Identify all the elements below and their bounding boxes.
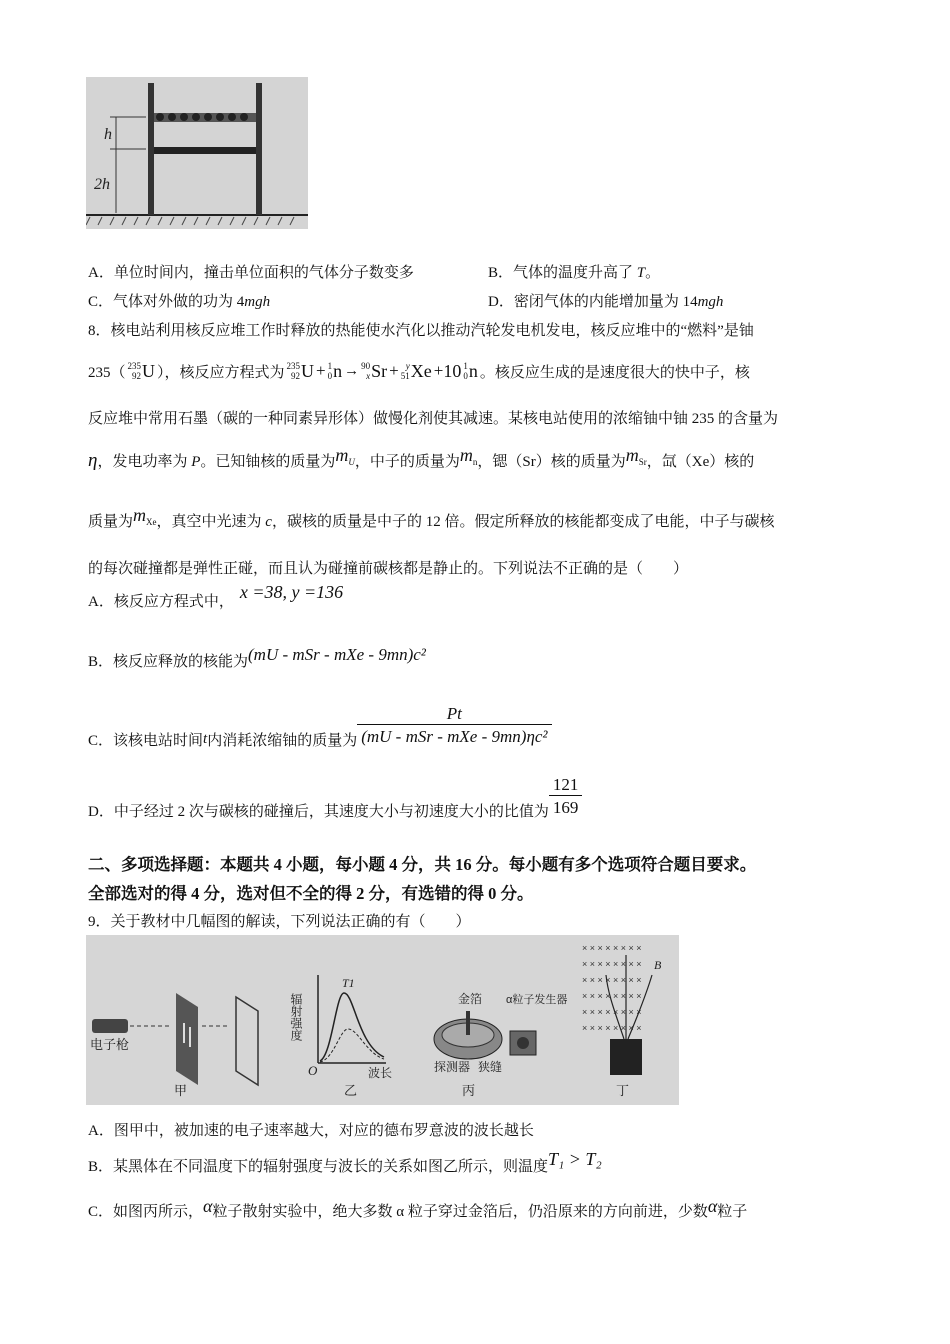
q9-option-b-text: B．某黑体在不同温度下的辐射强度与波长的关系如图乙所示，则温度: [88, 1159, 549, 1175]
q9-figure-panel: [86, 935, 679, 1105]
q7-option-b-var: T: [636, 265, 646, 281]
u-symbol: U: [142, 360, 156, 381]
q8-line-2: [88, 356, 750, 386]
n-symbol: n: [333, 360, 343, 381]
label-slit: 狭缝: [478, 1060, 503, 1074]
piston-cylinder-figure: [86, 77, 308, 229]
piston-cylinder-drawing: [86, 77, 308, 229]
equation-neutron: [328, 361, 343, 382]
label-intensity: 辐射强度: [289, 993, 303, 1041]
q7-option-c-text: C．气体对外做的功为 4: [88, 294, 245, 310]
q8-line-2-mid: ），核反应方程式为: [157, 364, 285, 381]
sr-charge: x: [366, 371, 371, 381]
label-wavelength: 波长: [368, 1066, 393, 1080]
label-jia: 甲: [174, 1083, 188, 1098]
label-magnetic-field: B: [654, 958, 662, 972]
q8-line-2-start: 235（: [88, 364, 126, 381]
fraction-denominator: (mU - mSr - mXe - 9mn)ηc²: [357, 724, 551, 747]
xe-symbol: Xe: [410, 360, 432, 381]
equation-strontium: [361, 361, 387, 382]
q9-option-b: [88, 1149, 602, 1176]
equation-xenon: [401, 361, 432, 382]
q8-option-b: [88, 645, 426, 671]
q8-line-4: [88, 445, 755, 472]
svg-text:× × × × × × × ×: × × × × × × × ×: [582, 943, 642, 953]
q8-option-b-text: B．核反应释放的核能为: [88, 654, 249, 670]
q8-line-4-a: ，发电功率为: [97, 454, 192, 470]
m-u-symbol: m: [335, 445, 349, 465]
svg-text:× × × × × × × ×: × × × × × × × ×: [582, 959, 642, 969]
svg-text:× × × × × × × ×: × × × × × × × ×: [582, 975, 642, 985]
ten-coefficient: 10: [443, 360, 462, 381]
q8-option-c: [88, 690, 552, 760]
svg-text:× × × × × × × ×: × × × × × × × ×: [582, 1007, 642, 1017]
m-n-sub: n: [472, 457, 478, 467]
q9-option-a: A．图甲中，被加速的电子速率越大，对应的德布罗意波的波长越长: [88, 1123, 534, 1139]
plus-sign-3: +: [433, 361, 444, 380]
q8-line-2-end: 。核反应生成的是速度很大的快中子，核: [479, 364, 750, 381]
label-origin: O: [308, 1063, 318, 1078]
alpha-symbol-2: α: [707, 1196, 718, 1216]
electron-gun-shape: [92, 1019, 128, 1033]
ratio-denominator: 169: [549, 795, 583, 818]
m-xe-symbol: m: [133, 505, 147, 525]
q8-option-d-text: D．中子经过 2 次与碳核的碰撞后，其速度大小与初速度大小的比值为: [88, 803, 549, 820]
q7-option-c-var: mgh: [244, 294, 271, 310]
q8-line-6: 的每次碰撞都是弹性正碰，而且认为碰撞前碳核都是静止的。下列说法不正确的是（ ）: [88, 561, 689, 577]
label-ding: 丁: [616, 1083, 630, 1098]
light-speed-var: c: [265, 514, 272, 530]
q9-option-c: [88, 1196, 748, 1221]
m-xe-sub: Xe: [146, 517, 157, 527]
label-yi: 乙: [344, 1083, 358, 1098]
q8-option-c-b: 内消耗浓缩铀的质量为: [207, 732, 358, 749]
label-bing: 丙: [462, 1083, 476, 1098]
q8-line-5-d: ，碳核的质量是中子的 12 倍。假定所释放的核能都变成了电能，中子与碳核: [271, 514, 775, 530]
plus-sign: +: [316, 361, 326, 380]
gold-foil: [466, 1011, 470, 1035]
n-charge: 0: [327, 371, 333, 381]
ratio-numerator: 121: [552, 774, 579, 794]
q8-line-3: 反应堆中常用石墨（碳的一种同素异形体）做慢化剂使其减速。某核电站使用的浓缩铀中铀 235 的含量为: [88, 411, 779, 427]
eq-u-mass: 235: [286, 361, 301, 371]
q8-line-5: [88, 505, 775, 532]
q8-option-c-fraction: [357, 704, 551, 747]
q7-option-d: [488, 290, 723, 311]
sr-mass: 90: [361, 361, 371, 371]
q7-option-b-end: 。: [645, 265, 661, 281]
n2-charge: 0: [463, 371, 468, 381]
eta-symbol: η: [88, 450, 98, 471]
radioactive-source-block: [610, 1039, 642, 1075]
equation-uranium: [287, 361, 315, 382]
label-detector: 探测器: [434, 1060, 471, 1074]
q7-option-d-text: D．密闭气体的内能增加量为 14: [488, 294, 698, 310]
label-electron-gun: 电子枪: [90, 1037, 130, 1052]
q7-option-b: [488, 261, 660, 282]
fraction-numerator: Pt: [446, 703, 462, 723]
q7-option-a: A．单位时间内，撞击单位面积的气体分子数变多: [88, 265, 414, 281]
section-2-rules: 全部选对的得 4 分，选对但不全的得 2 分，有选错的得 0 分。: [88, 884, 534, 903]
u-charge: 92: [132, 371, 142, 381]
q8-line-4-e: ，氙（Xe）核的: [646, 454, 755, 470]
q8-line-5-a: 质量为: [88, 514, 134, 530]
n2-symbol: n: [468, 360, 478, 381]
eq-u-symbol: U: [301, 360, 315, 381]
q8-line-5-b: ，真空中光速为: [156, 514, 266, 530]
q7-option-d-var: mgh: [697, 294, 724, 310]
xe-mass: y: [405, 361, 410, 371]
q8-line-1: 8．核电站利用核反应堆工作时释放的热能使水汽化以推动汽轮发电机发电，核反应堆中的“燃料”是铀: [88, 323, 754, 339]
eq-u-charge: 92: [291, 371, 301, 381]
svg-text:× × × × × × × ×: × × × × × × × ×: [582, 1023, 642, 1033]
arrow: →: [344, 362, 360, 379]
q9-option-b-eq: T₁ > T₂: [548, 1149, 602, 1169]
sr-symbol: Sr: [371, 360, 388, 381]
label-gold-foil: 金箔: [458, 992, 483, 1006]
q8-line-4-c: ，中子的质量为: [354, 454, 460, 470]
q8-option-a: [88, 582, 344, 611]
uranium-nuclide: [128, 361, 156, 382]
q8-option-d-fraction: [549, 775, 583, 818]
alpha-symbol: α: [203, 1196, 213, 1216]
q8-option-c-t: t: [203, 730, 208, 747]
m-u-sub: U: [348, 457, 355, 467]
q9-option-c-a: C．如图丙所示，: [88, 1204, 204, 1220]
label-alpha-generator: α粒子发生器: [506, 994, 568, 1006]
xe-charge: 51: [400, 371, 410, 381]
label-h: h: [104, 126, 112, 143]
plus-sign-2: +: [389, 361, 399, 380]
q7-option-b-text: B．气体的温度升高了: [488, 265, 637, 281]
q8-option-d: [88, 768, 582, 824]
svg-text:× × × × × × × ×: × × × × × × × ×: [582, 991, 642, 1001]
q9-option-c-c: 粒子: [717, 1204, 748, 1220]
q8-line-4-d: ，锶（Sr）核的质量为: [477, 454, 626, 470]
m-sr-symbol: m: [625, 445, 639, 465]
m-sr-sub: Sr: [638, 457, 647, 467]
q8-option-a-text: A．核反应方程式中，: [88, 594, 234, 610]
power-var: P: [191, 454, 201, 470]
n-mass: 1: [327, 361, 333, 371]
q9-figure-drawing: [86, 935, 679, 1105]
n2-mass: 1: [463, 361, 468, 371]
m-n-symbol: m: [459, 445, 473, 465]
q7-option-c: [88, 290, 270, 311]
q8-option-a-eq: x =38, y =136: [239, 582, 344, 602]
double-slit-plate: [176, 993, 198, 1085]
q9-option-c-b: 粒子散射实验中，绝大多数 α 粒子穿过金箔后，仍沿原来的方向前进，少数: [212, 1204, 708, 1220]
label-t1: T1: [342, 976, 355, 990]
equation-neutron-2: [463, 361, 478, 382]
q8-option-c-a: C．该核电站时间: [88, 732, 204, 749]
u-mass: 235: [127, 361, 142, 371]
section-2-heading: 二、多项选择题：本题共 4 小题，每小题 4 分，共 16 分。每小题有多个选项符合题目要求。: [88, 855, 757, 874]
q8-line-4-b: 。已知铀核的质量为: [200, 454, 336, 470]
label-2h: 2h: [94, 176, 110, 193]
q9-stem: 9．关于教材中几幅图的解读，下列说法正确的有（ ）: [88, 914, 471, 930]
q8-option-b-eq: (mU - mSr - mXe - 9mn)c²: [248, 645, 426, 664]
